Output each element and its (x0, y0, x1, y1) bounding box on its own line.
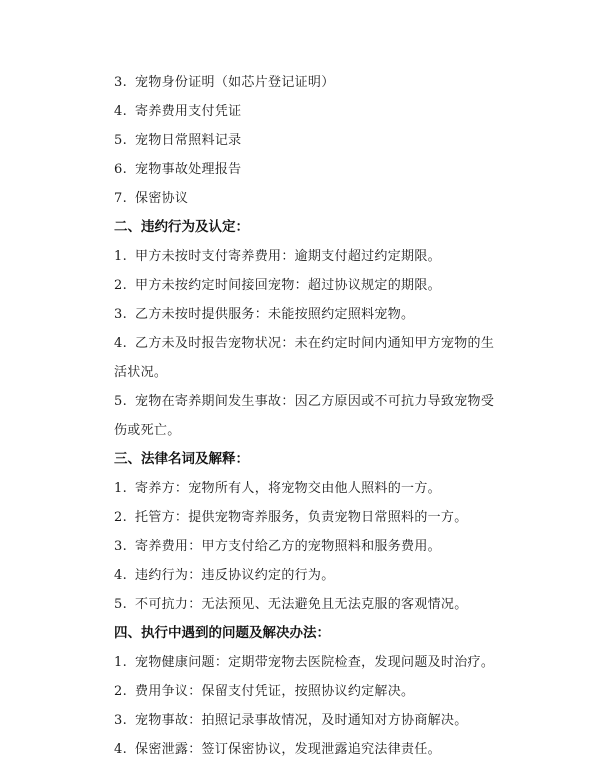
list-item-text: 宠物在寄养期间发生事故：因乙方原因或不可抗力导致宠物受 (135, 394, 495, 409)
list-item-number: 3. (114, 539, 128, 554)
list-item-number: 7. (114, 191, 128, 206)
list-item (114, 329, 514, 358)
list-item (114, 532, 514, 561)
list-item-number: 5. (114, 597, 128, 612)
list-item-number: 5. (114, 394, 128, 409)
list-item-number: 4. (114, 742, 128, 757)
list-item-text: 保密协议 (135, 191, 189, 206)
list-item-text: 寄养方：宠物所有人，将宠物交由他人照料的一方。 (135, 481, 441, 496)
list-item (114, 155, 514, 184)
list-item-text: 甲方未按约定时间接回宠物：超过协议规定的期限。 (135, 278, 441, 293)
list-item-number: 4. (114, 104, 128, 119)
section-heading-legal-terms: 三、法律名词及解释： (114, 451, 249, 467)
list-item-number: 1. (114, 481, 128, 496)
list-item (114, 184, 514, 213)
list-item (114, 590, 514, 619)
list-item (114, 706, 514, 735)
list-item-continuation: 伤或死亡。 (114, 423, 181, 438)
list-item (114, 474, 514, 503)
list-item (114, 242, 514, 271)
list-item-number: 2. (114, 684, 128, 699)
list-item-text: 违约行为：违反协议约定的行为。 (135, 568, 335, 583)
list-item-text: 宠物日常照料记录 (135, 133, 242, 148)
list-item-number: 6. (114, 162, 128, 177)
list-item (114, 677, 514, 706)
list-item-number: 3. (114, 75, 128, 90)
list-item-number: 1. (114, 655, 128, 670)
list-item (114, 271, 514, 300)
list-item-number: 3. (114, 307, 128, 322)
list-item-text: 甲方未按时支付寄养费用：逾期支付超过约定期限。 (135, 249, 441, 264)
list-item-text: 宠物事故：拍照记录事故情况，及时通知对方协商解决。 (135, 713, 468, 728)
list-item-text: 费用争议：保留支付凭证，按照协议约定解决。 (135, 684, 415, 699)
list-item-text: 寄养费用支付凭证 (135, 104, 242, 119)
list-item-text: 托管方：提供宠物寄养服务，负责宠物日常照料的一方。 (135, 510, 468, 525)
document-body (114, 68, 514, 764)
list-item (114, 648, 514, 677)
list-item (114, 126, 514, 155)
list-item (114, 561, 514, 590)
list-item-text: 不可抗力：无法预见、无法避免且无法克服的客观情况。 (135, 597, 468, 612)
list-item-number: 3. (114, 713, 128, 728)
section-heading-breach: 二、违约行为及认定： (114, 219, 249, 235)
list-item (114, 387, 514, 416)
list-item-text: 乙方未按时提供服务：未能按照约定照料宠物。 (135, 307, 415, 322)
list-item-text: 乙方未及时报告宠物状况：未在约定时间内通知甲方宠物的生 (135, 336, 495, 351)
list-item-continuation: 活状况。 (114, 365, 168, 380)
list-item (114, 735, 514, 764)
list-item-text: 宠物事故处理报告 (135, 162, 242, 177)
list-item-number: 2. (114, 510, 128, 525)
list-item-number: 5. (114, 133, 128, 148)
list-item (114, 68, 514, 97)
list-item-text: 保密泄露：签订保密协议，发现泄露追究法律责任。 (135, 742, 441, 757)
list-item-text: 宠物健康问题：定期带宠物去医院检查，发现问题及时治疗。 (135, 655, 495, 670)
list-item (114, 503, 514, 532)
list-item-text: 寄养费用：甲方支付给乙方的宠物照料和服务费用。 (135, 539, 441, 554)
list-item-number: 2. (114, 278, 128, 293)
list-item-number: 4. (114, 568, 128, 583)
list-item (114, 300, 514, 329)
list-item-number: 1. (114, 249, 128, 264)
list-item (114, 97, 514, 126)
list-item-text: 宠物身份证明（如芯片登记证明） (135, 75, 335, 90)
section-heading-problems-solutions: 四、执行中遇到的问题及解决办法： (114, 625, 330, 641)
list-item-number: 4. (114, 336, 128, 351)
